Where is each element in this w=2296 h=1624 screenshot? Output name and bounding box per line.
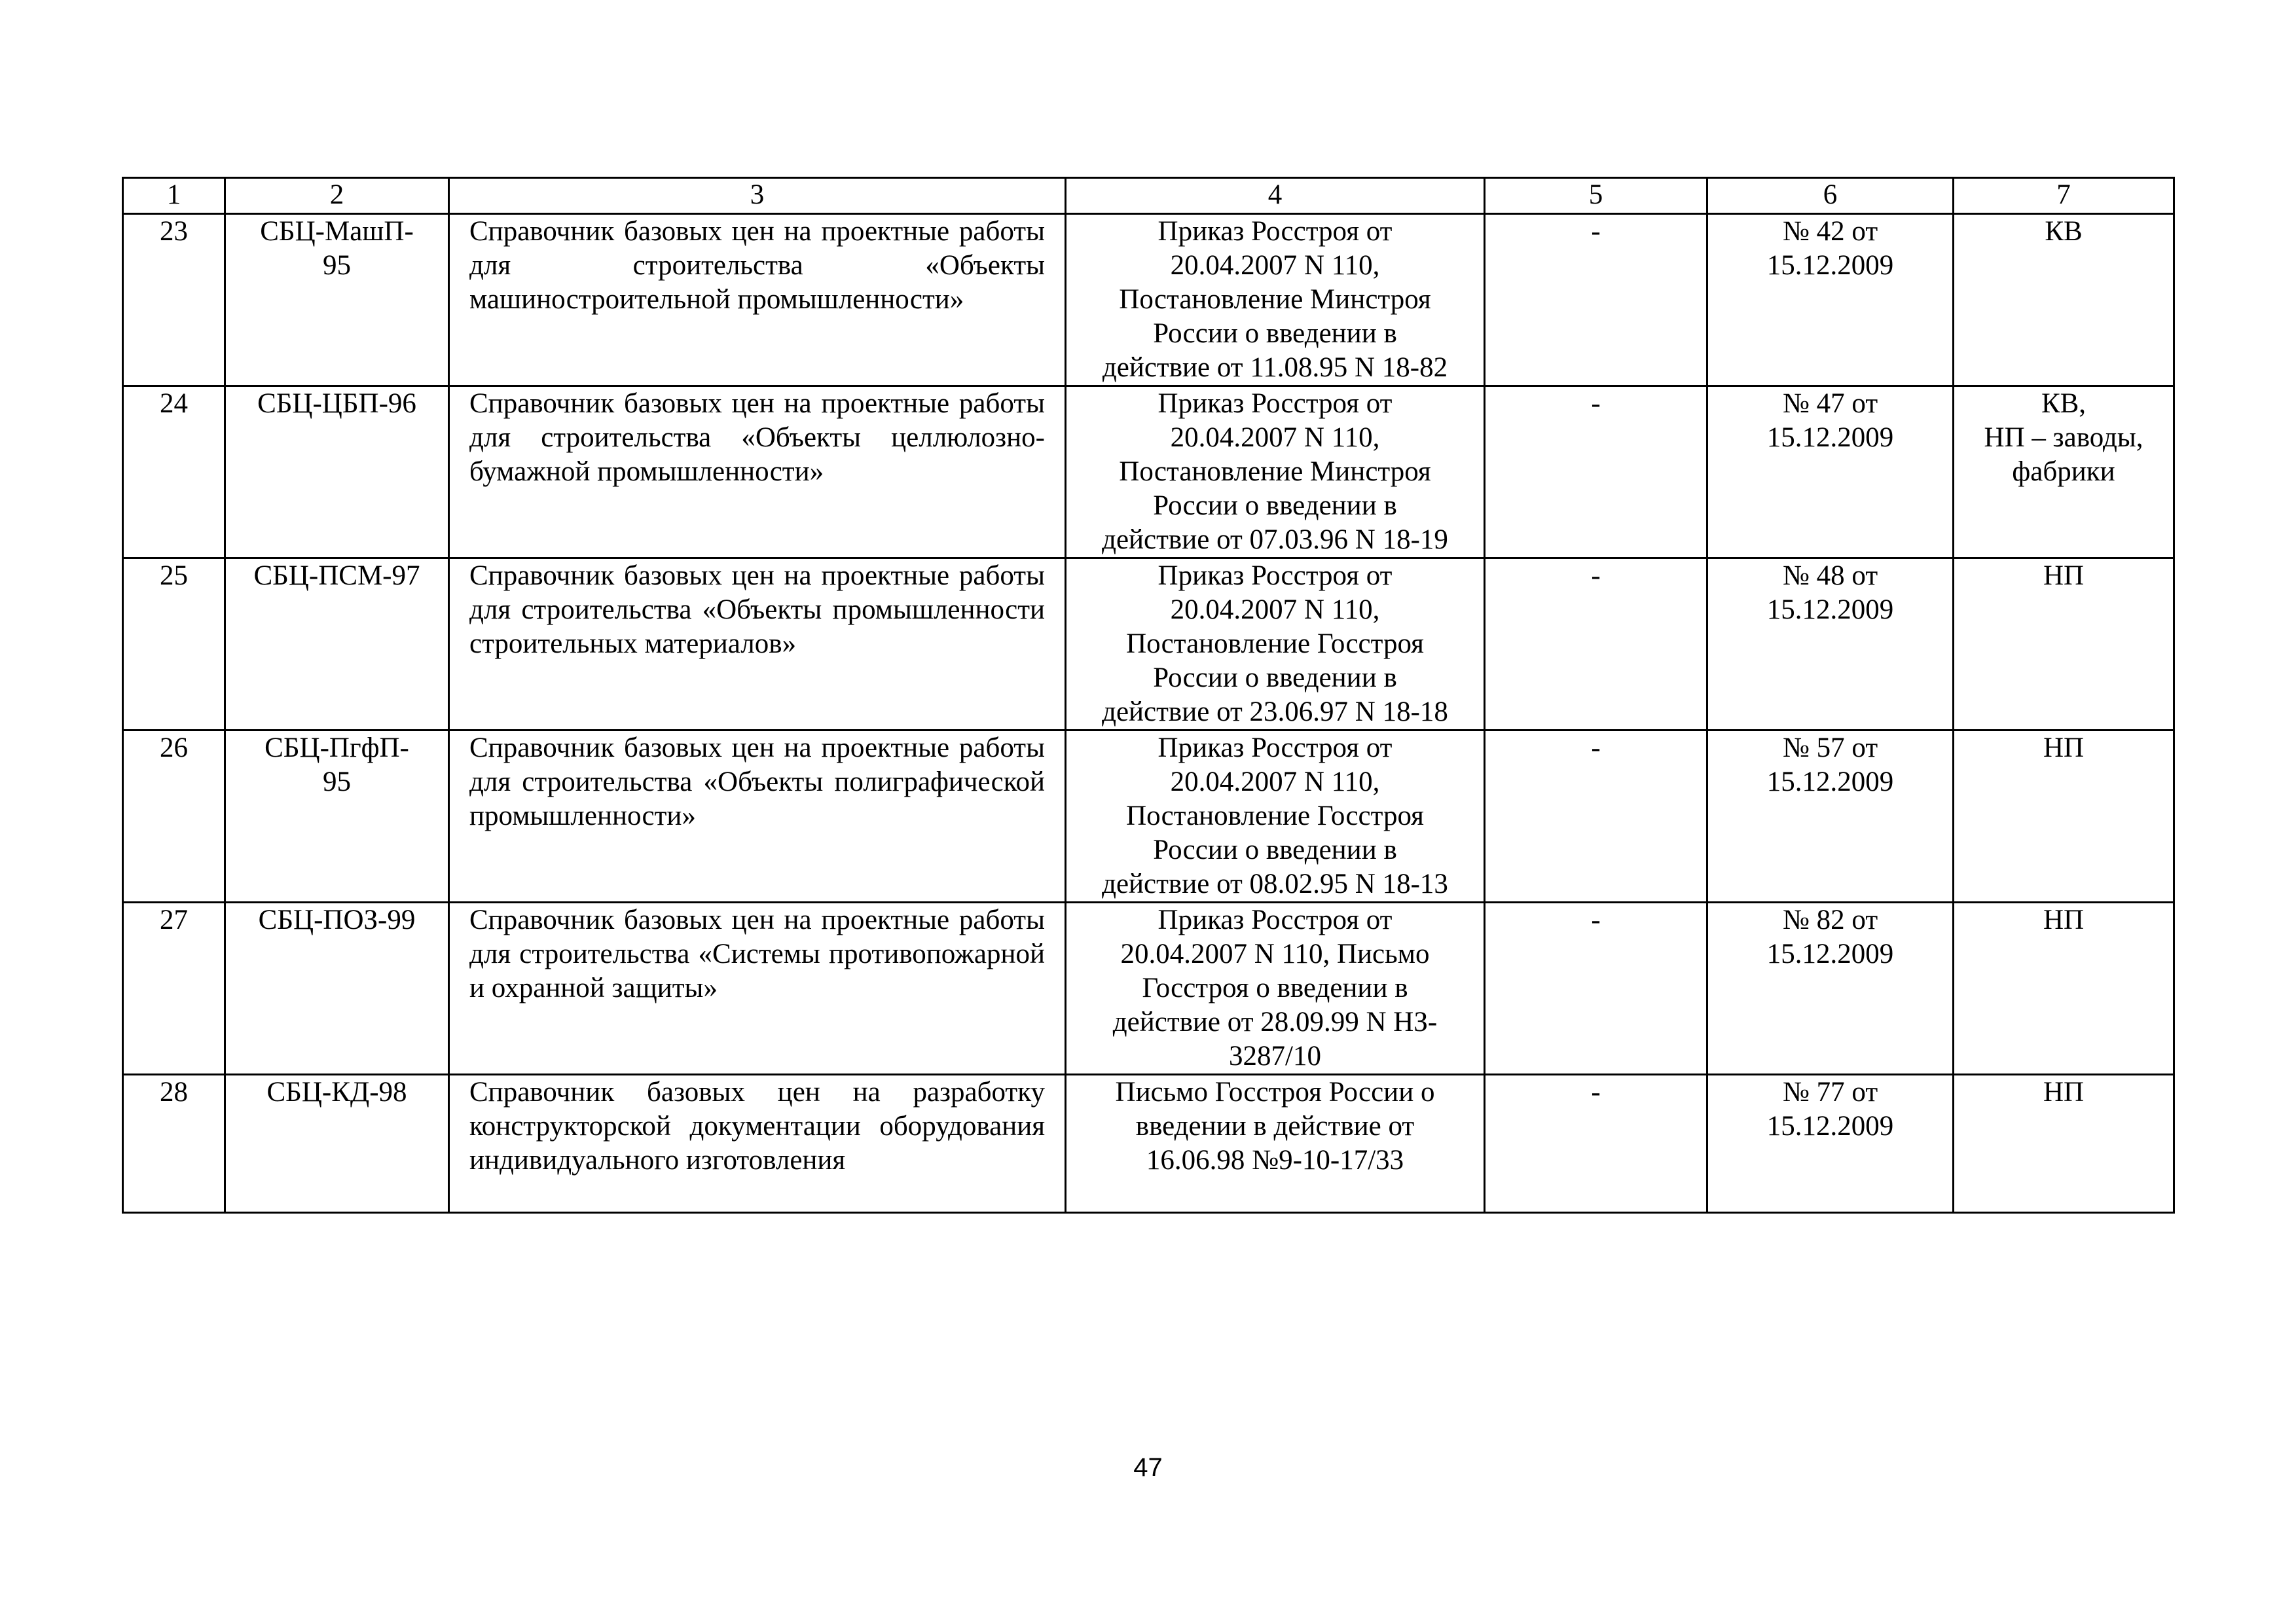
type-code: КВ, НП – заводы, фабрики: [1954, 386, 2174, 558]
header-cell: 4: [1066, 178, 1485, 214]
row-number: 28: [123, 1075, 225, 1213]
registration-number: № 57 от 15.12.2009: [1707, 731, 1954, 903]
type-code: НП: [1954, 558, 2174, 731]
row-number: 26: [123, 731, 225, 903]
page-number: 47: [1133, 1453, 1163, 1482]
column-5-value: -: [1485, 558, 1707, 731]
type-code: НП: [1954, 903, 2174, 1075]
reference-code: СБЦ-МашП- 95: [225, 214, 449, 386]
header-cell: 2: [225, 178, 449, 214]
reference-code: СБЦ-КД-98: [225, 1075, 449, 1213]
reference-code: СБЦ-ПСМ-97: [225, 558, 449, 731]
approval-order: Приказ Росстроя от 20.04.2007 N 110, Постановление Минстроя России о введении в действие от 07.03.96 N 18-19: [1066, 386, 1485, 558]
registration-number: № 48 от 15.12.2009: [1707, 558, 1954, 731]
table-row: [123, 558, 2174, 731]
header-cell: 3: [449, 178, 1066, 214]
approval-order: Письмо Госстроя России о введении в действие от 16.06.98 №9-10-17/33: [1066, 1075, 1485, 1213]
reference-code: СБЦ-ПОЗ-99: [225, 903, 449, 1075]
approval-order: Приказ Росстроя от 20.04.2007 N 110, Постановление Госстроя России о введении в действие от 08.02.95 N 18-13: [1066, 731, 1485, 903]
header-row: [123, 178, 2174, 214]
table-row: [123, 903, 2174, 1075]
type-code: НП: [1954, 731, 2174, 903]
reference-title: Справочник базовых цен на проектные работы для строительства «Объекты машиностроительной промышленности»: [449, 214, 1066, 386]
reference-title: Справочник базовых цен на проектные работы для строительства «Объекты полиграфической промышленности»: [449, 731, 1066, 903]
table-row: [123, 731, 2174, 903]
type-code: КВ: [1954, 214, 2174, 386]
approval-order: Приказ Росстроя от 20.04.2007 N 110, Письмо Госстроя о введении в действие от 28.09.99 N НЗ- 3287/10: [1066, 903, 1485, 1075]
registration-number: № 42 от 15.12.2009: [1707, 214, 1954, 386]
reference-title: Справочник базовых цен на проектные работы для строительства «Системы противопожарной и охранной защиты»: [449, 903, 1066, 1075]
row-number: 27: [123, 903, 225, 1075]
registration-number: № 47 от 15.12.2009: [1707, 386, 1954, 558]
registration-number: № 82 от 15.12.2009: [1707, 903, 1954, 1075]
reference-title: Справочник базовых цен на проектные работы для строительства «Объекты промышленности строительных материалов»: [449, 558, 1066, 731]
reference-title: Справочник базовых цен на проектные работы для строительства «Объекты целлюлозно-бумажной промышленности»: [449, 386, 1066, 558]
header-cell: 1: [123, 178, 225, 214]
reference-title: Справочник базовых цен на разработку конструкторской документации оборудования индивидуального изготовления: [449, 1075, 1066, 1213]
column-5-value: -: [1485, 903, 1707, 1075]
row-number: 23: [123, 214, 225, 386]
table-row: [123, 214, 2174, 386]
table-row: [123, 386, 2174, 558]
table-row: [123, 1075, 2174, 1213]
column-5-value: -: [1485, 1075, 1707, 1213]
row-number: 24: [123, 386, 225, 558]
header-cell: 6: [1707, 178, 1954, 214]
header-cell: 5: [1485, 178, 1707, 214]
reference-code: СБЦ-ПгфП- 95: [225, 731, 449, 903]
reference-code: СБЦ-ЦБП-96: [225, 386, 449, 558]
registration-number: № 77 от 15.12.2009: [1707, 1075, 1954, 1213]
price-reference-table: [122, 177, 2175, 1214]
type-code: НП: [1954, 1075, 2174, 1213]
column-5-value: -: [1485, 214, 1707, 386]
approval-order: Приказ Росстроя от 20.04.2007 N 110, Постановление Госстроя России о введении в действие от 23.06.97 N 18-18: [1066, 558, 1485, 731]
header-cell: 7: [1954, 178, 2174, 214]
column-5-value: -: [1485, 731, 1707, 903]
column-5-value: -: [1485, 386, 1707, 558]
approval-order: Приказ Росстроя от 20.04.2007 N 110, Постановление Минстроя России о введении в действие от 11.08.95 N 18-82: [1066, 214, 1485, 386]
row-number: 25: [123, 558, 225, 731]
